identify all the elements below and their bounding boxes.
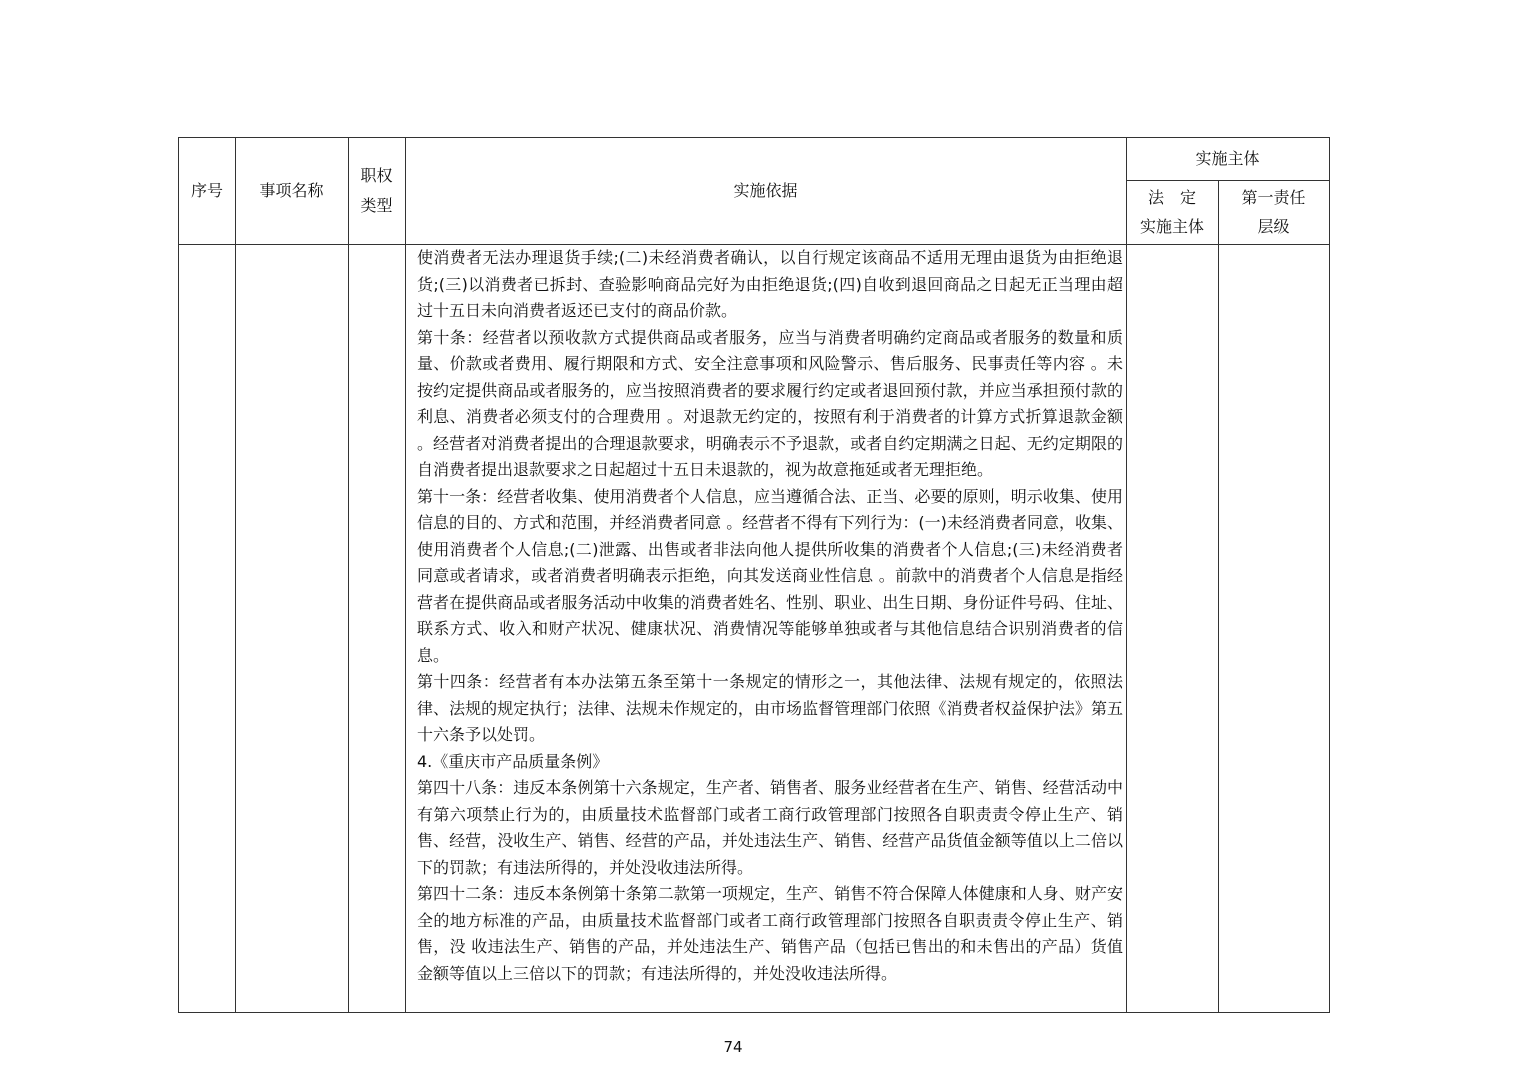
header-power-type <box>348 138 405 244</box>
basis-paragraph: 第十条：经营者以预收款方式提供商品或者服务，应当与消费者明确约定商品或者服务的数量和质量、价款或者费用、履行期限和方式、安全注意事项和风险警示、售后服务、民事责任等内容 。未按约定提供商品或者服务的，应当按照消费者的要求履行约定或者退回预付款，并应当承担预付款的利息、消费者必须支付的合理费用 。对退款无约定的，按照有利于消费者的计算方式折算退款金额 。经营者对消费者提出的合理退款要求，明确表示不予退款，或者自约定期满之日起、无约定期限的自消费者提出退款要求之日起超过十五日未退款的，视为故意拖延或者无理拒绝。 <box>417 327 1123 479</box>
header-implementation-basis-label: 实施依据 <box>733 181 798 200</box>
row-power-type-cell <box>348 245 405 305</box>
header-legal-subject-line2: 实施主体 <box>1139 217 1204 236</box>
basis-paragraph: 使消费者无法办理退货手续;(二)未经消费者确认，以自行规定该商品不适用无理由退货为由拒绝退货;(三)以消费者已拆封、查验影响商品完好为由拒绝退货;(四)自收到退回商品之日起无正当理由超过十五日未向消费者返还已支付的商品价款。 <box>417 248 1123 320</box>
basis-paragraph: 第四十八条：违反本条例第十六条规定，生产者、销售者、服务业经营者在生产、销售、经营活动中有第六项禁止行为的，由质量技术监督部门或者工商行政管理部门按照各自职责责令停止生产、销售、经营，没收生产、销售、经营的产品，并处违法生产、销售、经营产品货值金额等值以上二倍以下的罚款；有违法所得的，并处没收违法所得。 <box>417 778 1123 877</box>
row-legal-subject-cell <box>1126 245 1218 305</box>
row-serial-cell <box>179 245 235 305</box>
column-divider <box>405 138 406 1012</box>
header-first-responsibility-line1: 第一责任 <box>1241 188 1306 207</box>
header-item-name <box>235 138 348 244</box>
basis-paragraph: 4.《重庆市产品质量条例》 <box>417 751 609 771</box>
basis-paragraph: 第四十二条：违反本条例第十条第二款第一项规定，生产、销售不符合保障人体健康和人身、财产安全的地方标准的产品，由质量技术监督部门或者工商行政管理部门按照各自职责责令停止生产、销售，没 收违法生产、销售的产品，并处违法生产、销售产品（包括已售出的和未售出的产品）货值金额等值以上三倍以下的罚款；有违法所得的，并处没收违法所得。 <box>417 884 1123 983</box>
document-table <box>178 137 1330 1013</box>
page-number: 74 <box>723 1038 743 1056</box>
header-legal-subject <box>1126 180 1218 244</box>
header-power-type-line2: 类型 <box>360 196 393 215</box>
header-power-type-line1: 职权 <box>360 166 393 185</box>
header-legal-subject-line1: 法 定 <box>1147 188 1196 207</box>
header-serial-number <box>179 138 235 244</box>
row-item-name-cell <box>235 245 348 305</box>
header-item-name-label: 事项名称 <box>259 181 324 200</box>
header-implementation-subject-label: 实施主体 <box>1195 149 1260 168</box>
header-first-responsibility-level <box>1218 180 1329 244</box>
basis-paragraph: 第十四条：经营者有本办法第五条至第十一条规定的情形之一，其他法律、法规有规定的，依照法律、法规的规定执行；法律、法规未作规定的，由市场监督管理部门依照《消费者权益保护法》第五十六条予以处罚。 <box>417 672 1123 744</box>
header-first-responsibility-line2: 层级 <box>1257 217 1290 236</box>
implementation-basis-text <box>417 245 1123 987</box>
row-first-responsibility-cell <box>1218 245 1329 305</box>
basis-paragraph: 第十一条：经营者收集、使用消费者个人信息，应当遵循合法、正当、必要的原则，明示收集、使用信息的目的、方式和范围，并经消费者同意 。经营者不得有下列行为：(一)未经消费者同意，收集、使用消费者个人信息;(二)泄露、出售或者非法向他人提供所收集的消费者个人信息;(三)未经消费者同意或者请求，或者消费者明确表示拒绝，向其发送商业性信息 。前款中的消费者个人信息是指经营者在提供商品或者服务活动中收集的消费者姓名、性别、职业、出生日期、身份证件号码、住址、联系方式、收入和财产状况、健康状况、消费情况等能够单独或者与其他信息结合识别消费者的信息。 <box>417 486 1123 665</box>
header-implementation-basis <box>405 138 1126 244</box>
header-serial-number-label: 序号 <box>190 181 223 200</box>
header-implementation-subject <box>1126 138 1329 180</box>
